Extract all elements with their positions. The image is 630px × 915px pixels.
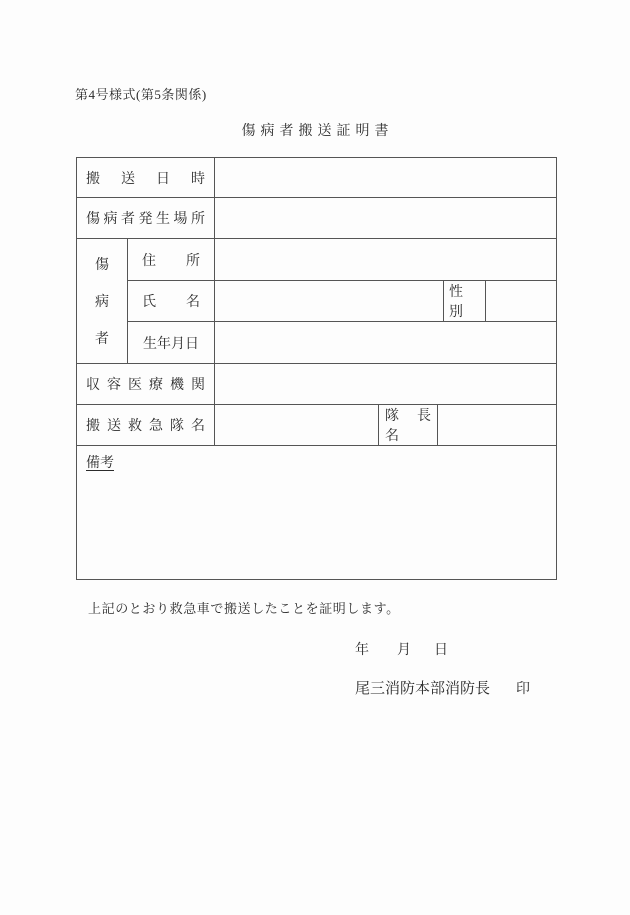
- transport-datetime-label: 搬 送 日 時: [86, 171, 205, 187]
- signature-title: 尾三消防本部消防長: [355, 681, 491, 697]
- medical-institution-label-cell: [77, 364, 215, 404]
- transport-certificate-table: [76, 157, 557, 580]
- remarks-label: 備考: [86, 456, 114, 471]
- remarks-cell: [77, 446, 556, 579]
- address-label-cell: [128, 239, 215, 280]
- name-label: 氏 名: [142, 295, 200, 310]
- ambulance-team-label-cell: [77, 405, 215, 445]
- patient-group-label-cell: [77, 239, 128, 363]
- ambulance-team-label: 搬 送 救 急 隊 名: [86, 419, 205, 434]
- gender-label-cell: [444, 281, 486, 321]
- occurrence-place-value-cell: [215, 198, 556, 238]
- row-occurrence-place: [77, 198, 556, 239]
- transport-datetime-value-cell: [215, 158, 556, 197]
- address-value-cell: [215, 239, 556, 280]
- row-address: [128, 239, 556, 281]
- row-medical-institution: [77, 364, 556, 405]
- patient-group-char-2: 病: [95, 294, 109, 310]
- team-leader-label: 隊 長 名: [385, 409, 431, 444]
- ambulance-team-value-cell: [215, 405, 379, 445]
- form-number: 第4号様式(第5条関係): [75, 87, 207, 102]
- team-leader-label-cell: [379, 405, 438, 445]
- date-month-label: 月: [397, 643, 411, 658]
- signature-line: [355, 677, 530, 698]
- team-leader-value-cell: [438, 405, 556, 445]
- document-title: 傷病者搬送証明書: [241, 124, 394, 139]
- name-value-cell: [215, 281, 444, 321]
- seal-label: 印: [516, 682, 531, 697]
- gender-value-cell: [486, 281, 556, 321]
- row-remarks: [77, 446, 556, 579]
- patient-group-rows: [128, 239, 556, 363]
- address-label: 住 所: [142, 253, 200, 269]
- gender-label: 性 別: [449, 285, 463, 320]
- birthdate-label: 生年月日: [143, 336, 199, 352]
- patient-group-char-1: 傷: [95, 257, 109, 273]
- transport-datetime-label-cell: [77, 158, 215, 197]
- row-birthdate: [128, 322, 556, 363]
- row-ambulance-team: [77, 405, 556, 446]
- date-year-label: 年: [355, 643, 369, 658]
- date-day-label: 日: [434, 643, 448, 658]
- row-transport-datetime: [77, 158, 556, 198]
- patient-group-char-3: 者: [95, 332, 109, 348]
- birthdate-value-cell: [215, 322, 556, 363]
- row-name: [128, 281, 556, 322]
- certification-text: 上記のとおり救急車で搬送したことを証明します。: [88, 601, 400, 616]
- birthdate-label-cell: [128, 322, 215, 363]
- name-label-cell: [128, 281, 215, 321]
- occurrence-place-label-cell: [77, 198, 215, 238]
- date-line: [355, 639, 448, 659]
- row-group-patient: [77, 239, 556, 364]
- occurrence-place-label: 傷 病 者 発 生 場 所: [86, 212, 205, 227]
- medical-institution-label: 収 容 医 療 機 関: [86, 378, 205, 393]
- medical-institution-value-cell: [215, 364, 556, 404]
